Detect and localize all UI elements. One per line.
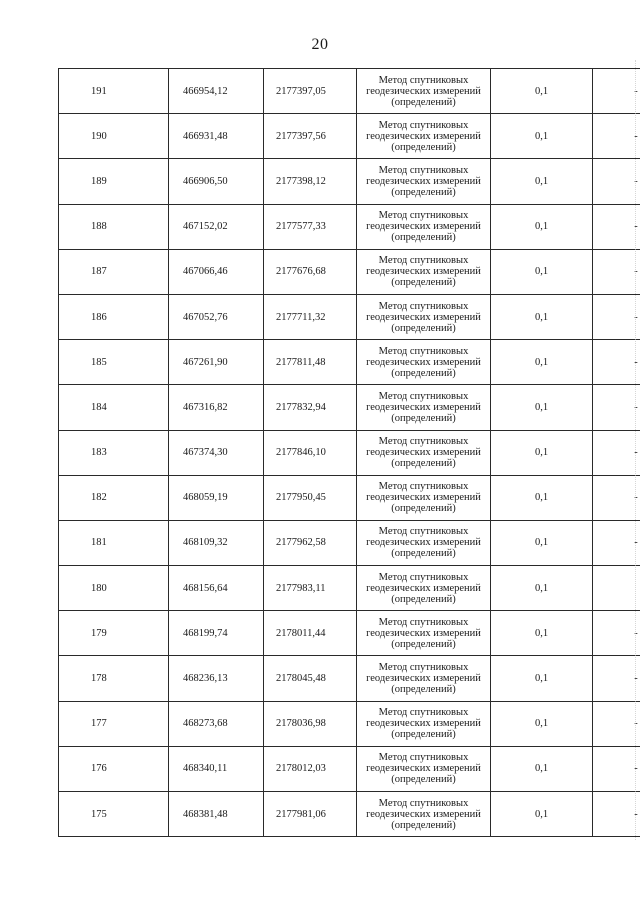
method-cell xyxy=(357,159,491,204)
method-line: Метод спутниковых xyxy=(378,797,469,809)
method-cell xyxy=(357,249,491,294)
note-cell: - xyxy=(593,430,640,475)
y-coordinate-cell: 2178011,44 xyxy=(264,611,357,656)
x-coordinate-cell: 466931,48 xyxy=(169,114,264,159)
note-cell: - xyxy=(593,385,640,430)
note-cell: - xyxy=(593,520,640,565)
page-number: 20 xyxy=(311,36,329,53)
method-cell xyxy=(357,611,491,656)
note-cell: - xyxy=(593,249,640,294)
method-line: (определений) xyxy=(391,458,456,470)
note-cell: - xyxy=(593,656,640,701)
accuracy-cell: 0,1 xyxy=(491,566,593,611)
x-coordinate-cell: 467316,82 xyxy=(169,385,264,430)
point-number-cell: 190 xyxy=(59,114,169,159)
y-coordinate-cell: 2177846,10 xyxy=(264,430,357,475)
point-number-cell: 180 xyxy=(59,566,169,611)
accuracy-cell: 0,1 xyxy=(491,430,593,475)
point-number-cell: 184 xyxy=(59,385,169,430)
method-line: геодезических измерений xyxy=(366,808,481,820)
method-line: геодезических измерений xyxy=(366,221,481,233)
coordinates-table xyxy=(58,68,640,837)
method-line: Метод спутниковых xyxy=(378,119,469,131)
x-coordinate-cell: 467152,02 xyxy=(169,204,264,249)
method-line: (определений) xyxy=(391,729,456,741)
method-line: геодезических измерений xyxy=(366,492,481,504)
x-coordinate-cell: 468059,19 xyxy=(169,475,264,520)
x-coordinate-cell: 467052,76 xyxy=(169,294,264,339)
scan-edge-mark xyxy=(633,60,636,840)
x-coordinate-cell: 468156,64 xyxy=(169,566,264,611)
table-row xyxy=(59,611,640,656)
accuracy-cell: 0,1 xyxy=(491,114,593,159)
y-coordinate-cell: 2177832,94 xyxy=(264,385,357,430)
x-coordinate-cell: 467261,90 xyxy=(169,340,264,385)
method-line: Метод спутниковых xyxy=(378,526,469,538)
point-number-cell: 182 xyxy=(59,475,169,520)
method-line: геодезических измерений xyxy=(366,356,481,368)
method-line: геодезических измерений xyxy=(366,311,481,323)
method-line: Метод спутниковых xyxy=(378,74,469,86)
method-line: (определений) xyxy=(391,412,456,424)
y-coordinate-cell: 2177981,06 xyxy=(264,792,357,837)
point-number-cell: 181 xyxy=(59,520,169,565)
method-line: (определений) xyxy=(391,638,456,650)
method-cell xyxy=(357,566,491,611)
method-line: Метод спутниковых xyxy=(378,662,469,674)
x-coordinate-cell: 466954,12 xyxy=(169,69,264,114)
x-coordinate-cell: 468381,48 xyxy=(169,792,264,837)
note-cell: - xyxy=(593,701,640,746)
point-number-cell: 179 xyxy=(59,611,169,656)
point-number-cell: 183 xyxy=(59,430,169,475)
accuracy-cell: 0,1 xyxy=(491,204,593,249)
table-row xyxy=(59,701,640,746)
table-body xyxy=(59,69,640,837)
table-row xyxy=(59,792,640,837)
method-line: Метод спутниковых xyxy=(378,164,469,176)
method-line: геодезических измерений xyxy=(366,447,481,459)
method-line: (определений) xyxy=(391,186,456,198)
method-cell xyxy=(357,475,491,520)
x-coordinate-cell: 466906,50 xyxy=(169,159,264,204)
x-coordinate-cell: 468199,74 xyxy=(169,611,264,656)
note-cell: - xyxy=(593,114,640,159)
note-cell: - xyxy=(593,294,640,339)
method-line: Метод спутниковых xyxy=(378,345,469,357)
table-row xyxy=(59,249,640,294)
method-line: (определений) xyxy=(391,367,456,379)
accuracy-cell: 0,1 xyxy=(491,520,593,565)
accuracy-cell: 0,1 xyxy=(491,792,593,837)
table-row xyxy=(59,340,640,385)
point-number-cell: 187 xyxy=(59,249,169,294)
method-line: Метод спутниковых xyxy=(378,707,469,719)
method-line: геодезических измерений xyxy=(366,582,481,594)
method-line: Метод спутниковых xyxy=(378,571,469,583)
method-line: Метод спутниковых xyxy=(378,752,469,764)
table-row xyxy=(59,385,640,430)
method-line: геодезических измерений xyxy=(366,537,481,549)
accuracy-cell: 0,1 xyxy=(491,340,593,385)
y-coordinate-cell: 2177676,68 xyxy=(264,249,357,294)
method-line: Метод спутниковых xyxy=(378,390,469,402)
method-line: Метод спутниковых xyxy=(378,436,469,448)
point-number-cell: 191 xyxy=(59,69,169,114)
y-coordinate-cell: 2177950,45 xyxy=(264,475,357,520)
point-number-cell: 178 xyxy=(59,656,169,701)
point-number-cell: 175 xyxy=(59,792,169,837)
y-coordinate-cell: 2177962,58 xyxy=(264,520,357,565)
y-coordinate-cell: 2177397,05 xyxy=(264,69,357,114)
method-line: геодезических измерений xyxy=(366,266,481,278)
method-cell xyxy=(357,656,491,701)
method-cell xyxy=(357,520,491,565)
note-cell: - xyxy=(593,792,640,837)
table-row xyxy=(59,746,640,791)
y-coordinate-cell: 2177397,56 xyxy=(264,114,357,159)
point-number-cell: 185 xyxy=(59,340,169,385)
method-line: (определений) xyxy=(391,593,456,605)
method-line: (определений) xyxy=(391,503,456,515)
note-cell: - xyxy=(593,611,640,656)
note-cell: - xyxy=(593,746,640,791)
method-line: геодезических измерений xyxy=(366,763,481,775)
y-coordinate-cell: 2178036,98 xyxy=(264,701,357,746)
accuracy-cell: 0,1 xyxy=(491,249,593,294)
note-cell: - xyxy=(593,340,640,385)
method-line: Метод спутниковых xyxy=(378,481,469,493)
x-coordinate-cell: 468273,68 xyxy=(169,701,264,746)
x-coordinate-cell: 468236,13 xyxy=(169,656,264,701)
point-number-cell: 176 xyxy=(59,746,169,791)
table-row xyxy=(59,114,640,159)
method-cell xyxy=(357,69,491,114)
method-line: (определений) xyxy=(391,277,456,289)
table-row xyxy=(59,520,640,565)
table-row xyxy=(59,656,640,701)
table-row xyxy=(59,566,640,611)
y-coordinate-cell: 2178045,48 xyxy=(264,656,357,701)
method-cell xyxy=(357,430,491,475)
y-coordinate-cell: 2177983,11 xyxy=(264,566,357,611)
point-number-cell: 189 xyxy=(59,159,169,204)
y-coordinate-cell: 2177811,48 xyxy=(264,340,357,385)
note-cell: - xyxy=(593,69,640,114)
method-line: (определений) xyxy=(391,684,456,696)
method-line: геодезических измерений xyxy=(366,627,481,639)
x-coordinate-cell: 468340,11 xyxy=(169,746,264,791)
table-row xyxy=(59,294,640,339)
method-line: (определений) xyxy=(391,96,456,108)
method-line: геодезических измерений xyxy=(366,718,481,730)
method-line: Метод спутниковых xyxy=(378,210,469,222)
table-row xyxy=(59,159,640,204)
y-coordinate-cell: 2177711,32 xyxy=(264,294,357,339)
point-number-cell: 188 xyxy=(59,204,169,249)
method-line: Метод спутниковых xyxy=(378,616,469,628)
method-line: (определений) xyxy=(391,548,456,560)
accuracy-cell: 0,1 xyxy=(491,69,593,114)
method-cell xyxy=(357,701,491,746)
method-line: (определений) xyxy=(391,322,456,334)
x-coordinate-cell: 468109,32 xyxy=(169,520,264,565)
accuracy-cell: 0,1 xyxy=(491,475,593,520)
accuracy-cell: 0,1 xyxy=(491,294,593,339)
y-coordinate-cell: 2177398,12 xyxy=(264,159,357,204)
method-cell xyxy=(357,204,491,249)
method-cell xyxy=(357,114,491,159)
note-cell: - xyxy=(593,159,640,204)
note-cell: - xyxy=(593,475,640,520)
accuracy-cell: 0,1 xyxy=(491,701,593,746)
method-cell xyxy=(357,385,491,430)
accuracy-cell: 0,1 xyxy=(491,611,593,656)
method-line: Метод спутниковых xyxy=(378,255,469,267)
method-line: (определений) xyxy=(391,141,456,153)
method-line: геодезических измерений xyxy=(366,130,481,142)
x-coordinate-cell: 467374,30 xyxy=(169,430,264,475)
method-cell xyxy=(357,792,491,837)
accuracy-cell: 0,1 xyxy=(491,385,593,430)
method-line: (определений) xyxy=(391,232,456,244)
accuracy-cell: 0,1 xyxy=(491,159,593,204)
y-coordinate-cell: 2178012,03 xyxy=(264,746,357,791)
x-coordinate-cell: 467066,46 xyxy=(169,249,264,294)
method-line: (определений) xyxy=(391,774,456,786)
table-row xyxy=(59,475,640,520)
method-line: (определений) xyxy=(391,819,456,831)
table-row xyxy=(59,204,640,249)
table-row xyxy=(59,430,640,475)
method-line: Метод спутниковых xyxy=(378,300,469,312)
y-coordinate-cell: 2177577,33 xyxy=(264,204,357,249)
method-line: геодезических измерений xyxy=(366,673,481,685)
method-line: геодезических измерений xyxy=(366,401,481,413)
point-number-cell: 177 xyxy=(59,701,169,746)
note-cell: - xyxy=(593,204,640,249)
method-line: геодезических измерений xyxy=(366,175,481,187)
method-line: геодезических измерений xyxy=(366,85,481,97)
accuracy-cell: 0,1 xyxy=(491,746,593,791)
method-cell xyxy=(357,746,491,791)
point-number-cell: 186 xyxy=(59,294,169,339)
method-cell xyxy=(357,294,491,339)
accuracy-cell: 0,1 xyxy=(491,656,593,701)
table-row xyxy=(59,69,640,114)
method-cell xyxy=(357,340,491,385)
